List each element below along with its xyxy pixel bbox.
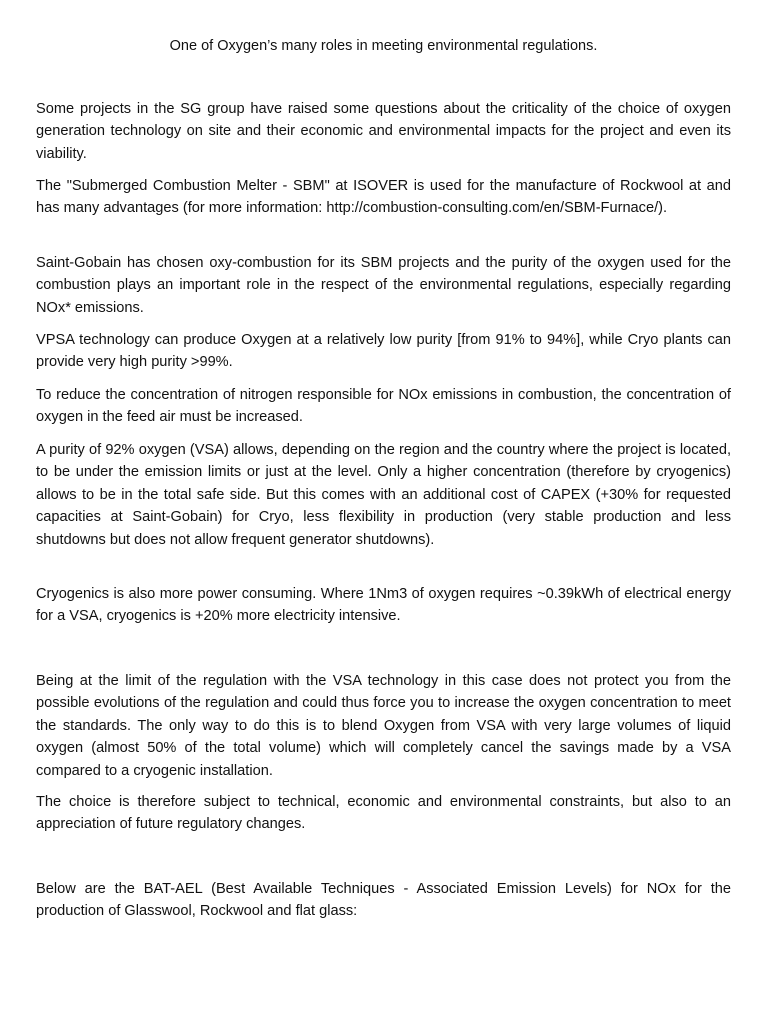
paragraph-sbm-melter: The "Submerged Combustion Melter - SBM" at ISOVER is used for the manufacture of Rockwool at and has many advantages (for more information: http://combustion-consulting.com/en/SBM-Furnace/). — [36, 178, 731, 217]
paragraph-choice-constraints: The choice is therefore subject to technical, economic and environmental constraints, but also to an appreciation of future regulatory changes. — [36, 794, 731, 833]
paragraph-bat-ael-intro: Below are the BAT-AEL (Best Available Techniques - Associated Emission Levels) for NOx for the production of Glasswool, Rockwool and flat glass: — [36, 881, 731, 920]
paragraph-vpsa-purity: VPSA technology can produce Oxygen at a relatively low purity [from 91% to 94%], while Cryo plants can provide very high purity >99%. — [36, 332, 731, 371]
paragraph-project-criticality: Some projects in the SG group have raised some questions about the criticality of the choice of oxygen generation technology on site and their economic and environmental impacts for the project and even its viability. — [36, 101, 731, 162]
paragraph-nitrogen-reduction: To reduce the concentration of nitrogen responsible for NOx emissions in combustion, the concentration of oxygen in the feed air must be increased. — [36, 387, 731, 426]
paragraph-purity-tradeoffs: A purity of 92% oxygen (VSA) allows, depending on the region and the country where the project is located, to be under the emission limits or just at the level. Only a higher concentration (therefore by cryogenics) allows to be in the total safe side. But this comes with an additional cost of CAPEX (+30% for requested capacities at Saint-Gobain) for Cryo, less flexibility in production (very stable production and less shutdowns but does not allow frequent generator shutdowns). — [36, 442, 731, 548]
document-title: One of Oxygen’s many roles in meeting environmental regulations. — [169, 38, 598, 54]
paragraph-power-consumption: Cryogenics is also more power consuming. Where 1Nm3 of oxygen requires ~0.39kWh of electrical energy for a VSA, cryogenics is +20% more electricity intensive. — [36, 586, 731, 625]
paragraph-oxy-combustion: Saint-Gobain has chosen oxy-combustion for its SBM projects and the purity of the oxygen used for the combustion plays an important role in the respect of the environmental regulations, especially regarding NOx* emissions. — [36, 255, 731, 316]
paragraph-regulation-limit: Being at the limit of the regulation with the VSA technology in this case does not protect you from the possible evolutions of the regulation and could thus force you to increase the oxygen concentration to meet the standards. The only way to do this is to blend Oxygen from VSA with very large volumes of liquid oxygen (almost 50% of the total volume) which will completely cancel the savings made by a VSA compared to a cryogenic installation. — [36, 673, 731, 779]
